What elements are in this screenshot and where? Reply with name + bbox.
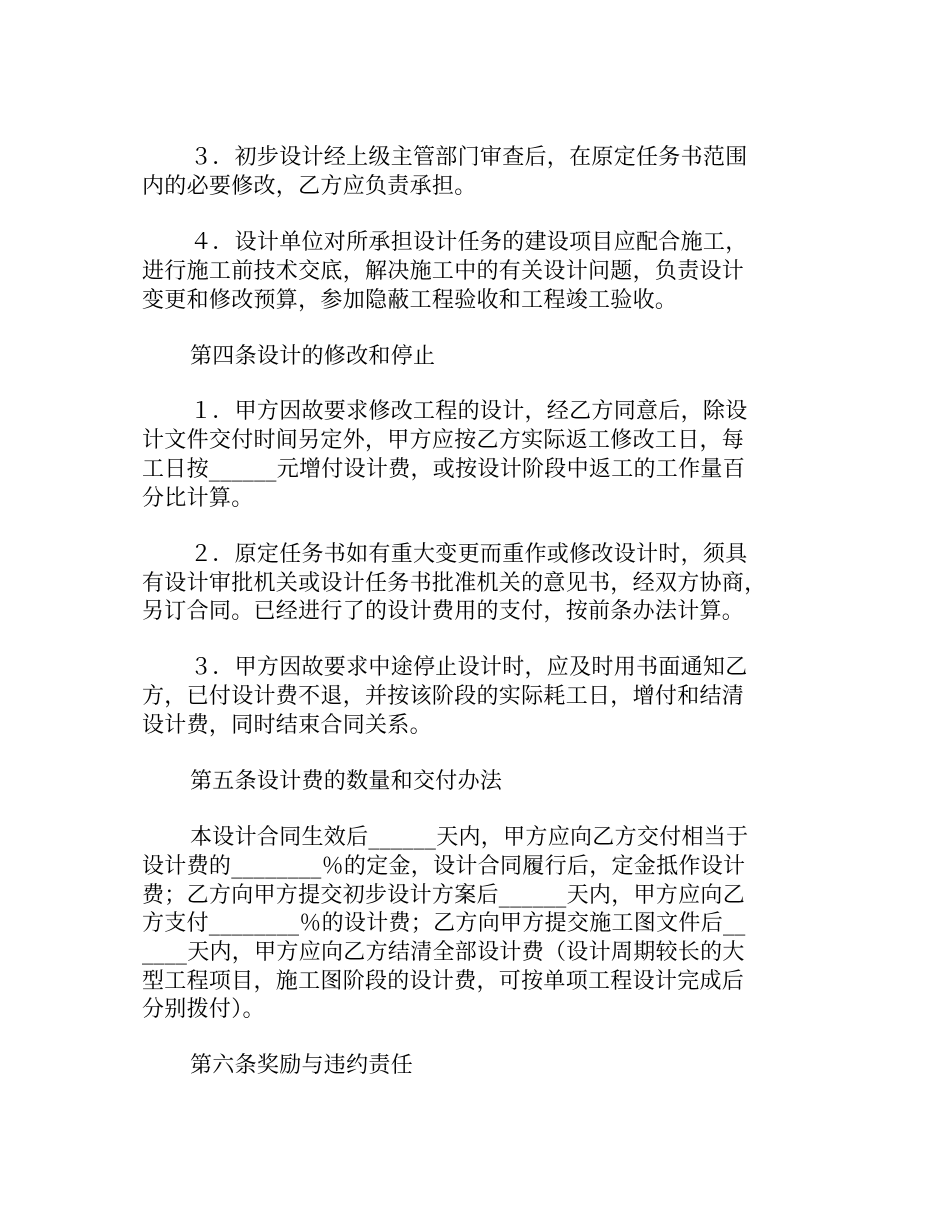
paragraph-line: ２．原定任务书如有重大变更而重作或修改设计时，须具 <box>190 542 748 567</box>
paragraph-line: ３．甲方因故要求中途停止设计时，应及时用书面通知乙 <box>190 655 748 680</box>
section-heading: 第六条奖励与违约责任 <box>190 1053 414 1078</box>
paragraph-line: 进行施工前技术交底，解决施工中的有关设计问题，负责设计 <box>142 259 745 284</box>
section-heading: 第四条设计的修改和停止 <box>190 344 436 369</box>
paragraph-line: 工日按______元增付设计费，或按设计阶段中返工的工作量百 <box>142 457 746 482</box>
paragraph-line: 方支付________％的设计费；乙方向甲方提交施工图文件后__ <box>142 911 746 936</box>
paragraph-line: 费；乙方向甲方提交初步设计方案后______天内，甲方应向乙 <box>142 883 746 908</box>
paragraph-line: 方，已付设计费不退，并按该阶段的实际耗工日，增付和结清 <box>142 684 745 709</box>
paragraph-line: 型工程项目，施工图阶段的设计费，可按单项工程设计完成后 <box>142 969 745 994</box>
paragraph-line: 有设计审批机关或设计任务书批准机关的意见书，经双方协商， <box>142 571 767 596</box>
paragraph-line: 设计费，同时结束合同关系。 <box>142 713 432 738</box>
paragraph-line: 分比计算。 <box>142 486 254 511</box>
paragraph-line: 内的必要修改，乙方应负责承担。 <box>142 174 477 199</box>
paragraph-line: 另订合同。已经进行了的设计费用的支付，按前条办法计算。 <box>142 599 745 624</box>
paragraph-line: 设计费的________％的定金，设计合同履行后，定金抵作设计 <box>142 854 746 879</box>
paragraph-line: ４．设计单位对所承担设计任务的建设项目应配合施工， <box>190 230 748 255</box>
paragraph-line: ３．初步设计经上级主管部门审查后，在原定任务书范围 <box>190 145 748 170</box>
paragraph-line: 变更和修改预算，参加隐蔽工程验收和工程竣工验收。 <box>142 288 678 313</box>
paragraph-line: 本设计合同生效后______天内，甲方应向乙方交付相当于 <box>190 825 749 850</box>
paragraph-line: ____天内，甲方应向乙方结清全部设计费（设计周期较长的大 <box>142 940 745 965</box>
paragraph-line: 计文件交付时间另定外，甲方应按乙方实际返工修改工日，每 <box>142 428 745 453</box>
paragraph-line: １．甲方因故要求修改工程的设计，经乙方同意后，除设 <box>190 399 748 424</box>
section-heading: 第五条设计费的数量和交付办法 <box>190 769 503 794</box>
paragraph-line: 分别拨付）。 <box>142 997 265 1022</box>
